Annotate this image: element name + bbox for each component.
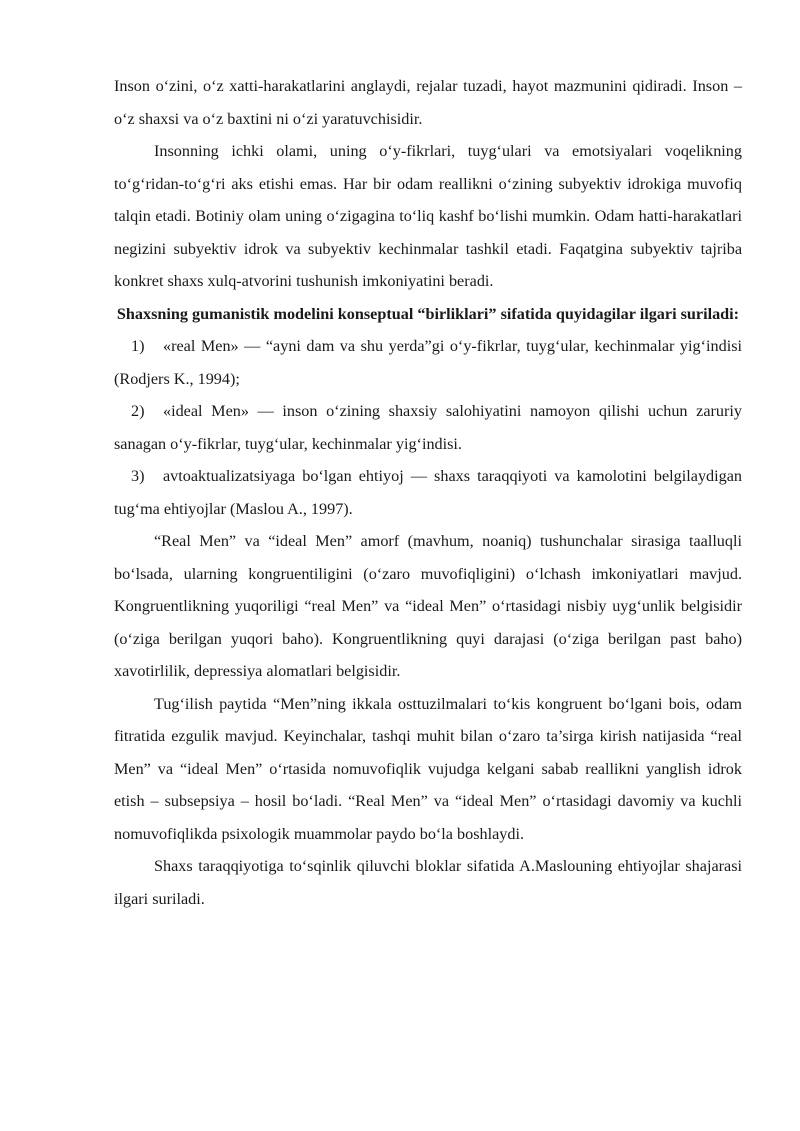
list-text: avtoaktualizatsiyaga bo‘lgan ehtiyoj — shaxs taraqqiyoti va kamolotini belgilaydigan tug‘ma ehtiyojlar (Maslou A., 1997). (114, 467, 742, 518)
list-number: 3) (131, 467, 145, 485)
list-number: 1) (131, 337, 145, 355)
paragraph-birth: Tug‘ilish paytida “Men”ning ikkala osttuzilmalari to‘kis kongruent bo‘lgani bois, odam fitratida ezgulik mavjud. Keyinchalar, tashqi muhit bilan o‘zaro ta’sirga kirish natijasida “real Men” va “ideal Men” o‘rtasida nomuvofiqlik vujudga kelgani sabab reallikni yanglish idrok etish – subsepsiya – hosil bo‘ladi. “Real Men” va “ideal Men” o‘rtasidagi davomiy va kuchli nomuvofiqlikda psixologik muammolar paydo bo‘la boshlaydi. (114, 694, 742, 843)
list-item (114, 330, 742, 395)
document-page (114, 70, 742, 915)
paragraph-inner-world: Insonning ichki olami, uning o‘y-fikrlari, tuyg‘ulari va emotsiyalari voqelikning to‘g‘ridan-to‘g‘ri aks etishi emas. Har bir odam reallikni o‘zining subyektiv idrokiga muvofiq talqin etadi. Botiniy olam uning o‘zigagina to‘liq kashf bo‘lishi mumkin. Odam hatti-harakatlari negizini subyektiv idrok va subyektiv kechinmalar tashkil etadi. Faqatgina subyektiv tajriba konkret shaxs xulq-atvorini tushunish imkoniyatini beradi. (114, 142, 742, 290)
paragraph-congruence: “Real Men” va “ideal Men” amorf (mavhum, noaniq) tushunchalar sirasiga taalluqli bo‘lsada, ularning kongruentiligini (o‘zaro muvofiqligini) o‘lchash imkoniyatlari mavjud. Kongruentlikning yuqoriligi “real Men” va “ideal Men” o‘rtasidagi nisbiy uyg‘unlik belgisidir (o‘ziga berilgan yuqori baho). Kongruentlikning quyi darajasi (o‘ziga berilgan past baho) xavotirlilik, depressiya alomatlari belgisidir. (114, 532, 742, 680)
list-text: «ideal Men» — inson o‘zining shaxsiy salohiyatini namoyon qilishi uchun zaruriy sanagan o‘y-fikrlar, tuyg‘ular, kechinmalar yig‘indisi. (114, 402, 742, 453)
paragraph-intro: Inson o‘zini, o‘z xatti-harakatlarini anglaydi, rejalar tuzadi, hayot mazmunini qidiradi. Inson – o‘z shaxsi va o‘z baxtini ni o‘zi yaratuvchisidir. (114, 77, 742, 128)
paragraph-maslow: Shaxs taraqqiyotiga to‘sqinlik qiluvchi bloklar sifatida A.Maslouning ehtiyojlar shajarasi ilgari suriladi. (114, 857, 742, 908)
list-number: 2) (131, 402, 145, 420)
list-text: «real Men» — “ayni dam va shu yerda”gi o‘y-fikrlar, tuyg‘ular, kechinmalar yig‘indisi (Rodjers K., 1994); (114, 337, 742, 388)
section-heading: Shaxsning gumanistik modelini konseptual “birliklari” sifatida quyidagilar ilgari suriladi: (116, 304, 740, 323)
list-item (114, 460, 742, 525)
list-item (114, 395, 742, 460)
